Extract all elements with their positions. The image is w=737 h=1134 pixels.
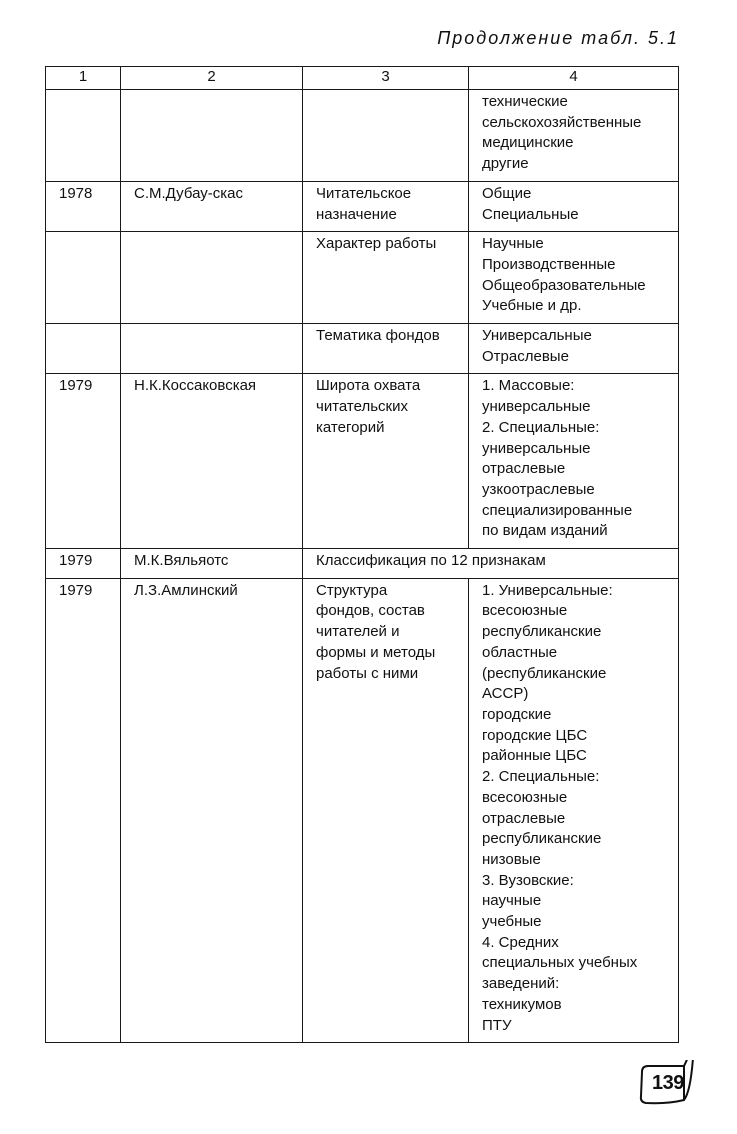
author-cell xyxy=(121,232,303,324)
basis-line: фондов, состав xyxy=(316,602,425,620)
basis-cell xyxy=(303,90,469,182)
type-line: (республиканские xyxy=(482,664,607,682)
type-line: техникумов xyxy=(482,995,562,1013)
type-line: специальных учебных xyxy=(482,954,638,972)
basis-line: Структура xyxy=(316,581,388,599)
type-line: Общеобразовательные xyxy=(482,276,646,294)
year-cell: 1979 xyxy=(46,549,121,579)
type-line: городские ЦБС xyxy=(482,726,588,744)
merged-classification-cell: Классификация по 12 признакам xyxy=(303,549,679,579)
author-cell: Л.З.Амлинский xyxy=(121,578,303,1042)
basis-line: назначение xyxy=(316,205,397,223)
basis-line: работы с ними xyxy=(316,664,419,682)
type-line: 2. Специальные: xyxy=(482,418,600,436)
type-line: районные ЦБС xyxy=(482,747,587,765)
year-cell: 1979 xyxy=(46,374,121,549)
types-cell xyxy=(469,181,679,231)
type-line: медицинские xyxy=(482,134,574,152)
basis-line: категорий xyxy=(316,418,385,436)
type-line: 1. Массовые: xyxy=(482,377,575,395)
author-cell: С.М.Дубау-скас xyxy=(121,181,303,231)
type-line: Учебные и др. xyxy=(482,297,582,315)
type-line: узкоотраслевые xyxy=(482,480,595,498)
type-line: специализированные xyxy=(482,501,633,519)
running-head: Продолжение табл. 5.1 xyxy=(437,28,679,48)
year-cell xyxy=(46,324,121,374)
type-line: универсальные xyxy=(482,439,591,457)
type-line: заведений: xyxy=(482,975,560,993)
type-line: всесоюзные xyxy=(482,602,568,620)
column-number: 3 xyxy=(303,67,469,90)
table-row xyxy=(46,549,679,579)
page-number-badge xyxy=(638,1060,694,1106)
basis-cell xyxy=(303,232,469,324)
year-cell: 1978 xyxy=(46,181,121,231)
column-number-row xyxy=(46,67,679,90)
column-number: 2 xyxy=(121,67,303,90)
type-line: отраслевые xyxy=(482,809,566,827)
column-number: 1 xyxy=(46,67,121,90)
types-cell xyxy=(469,90,679,182)
type-line: республиканские xyxy=(482,623,602,641)
basis-line: читательских xyxy=(316,398,408,416)
type-line: Специальные xyxy=(482,205,579,223)
type-line: сельскохозяйственные xyxy=(482,113,642,131)
basis-cell xyxy=(303,324,469,374)
page-number: 139 xyxy=(652,1072,684,1094)
type-line: 1. Универсальные: xyxy=(482,581,613,599)
year-cell xyxy=(46,90,121,182)
type-line: республиканские xyxy=(482,830,602,848)
author-cell: Н.К.Коссаковская xyxy=(121,374,303,549)
year-cell: 1979 xyxy=(46,578,121,1042)
type-line: универсальные xyxy=(482,398,591,416)
basis-line: формы и методы xyxy=(316,643,436,661)
type-line: всесоюзные xyxy=(482,788,568,806)
type-line: 4. Средних xyxy=(482,933,559,951)
type-line: городские xyxy=(482,705,552,723)
table-row xyxy=(46,181,679,231)
basis-line: читателей и xyxy=(316,623,400,641)
table-row xyxy=(46,324,679,374)
type-line: технические xyxy=(482,93,568,110)
type-line: АССР) xyxy=(482,685,529,703)
type-line: областные xyxy=(482,643,558,661)
author-cell xyxy=(121,324,303,374)
basis-cell xyxy=(303,181,469,231)
basis-line: Тематика фондов xyxy=(316,327,440,345)
type-line: научные xyxy=(482,892,542,910)
types-cell xyxy=(469,374,679,549)
type-line: Отраслевые xyxy=(482,347,569,365)
author-cell xyxy=(121,90,303,182)
type-line: ПТУ xyxy=(482,1016,512,1034)
type-line: Универсальные xyxy=(482,327,592,345)
basis-line: Широта охвата xyxy=(316,377,421,395)
type-line: другие xyxy=(482,155,529,173)
type-line: Общие xyxy=(482,184,532,202)
type-line: Научные xyxy=(482,235,544,253)
column-number: 4 xyxy=(469,67,679,90)
types-cell xyxy=(469,324,679,374)
type-line: 3. Вузовские: xyxy=(482,871,574,889)
table-row xyxy=(46,232,679,324)
types-cell xyxy=(469,232,679,324)
author-cell: М.К.Вяльяотс xyxy=(121,549,303,579)
classification-table xyxy=(45,66,679,1043)
basis-line: Характер работы xyxy=(316,235,437,253)
type-line: низовые xyxy=(482,850,541,868)
basis-line: Читательское xyxy=(316,184,412,202)
table-row xyxy=(46,374,679,549)
basis-cell xyxy=(303,374,469,549)
type-line: по видам изданий xyxy=(482,522,608,540)
type-line: Производственные xyxy=(482,255,616,273)
type-line: 2. Специальные: xyxy=(482,768,600,786)
type-line: отраслевые xyxy=(482,460,566,478)
type-line: учебные xyxy=(482,913,542,931)
table-row xyxy=(46,578,679,1042)
basis-cell xyxy=(303,578,469,1042)
table-row xyxy=(46,90,679,182)
year-cell xyxy=(46,232,121,324)
types-cell xyxy=(469,578,679,1042)
